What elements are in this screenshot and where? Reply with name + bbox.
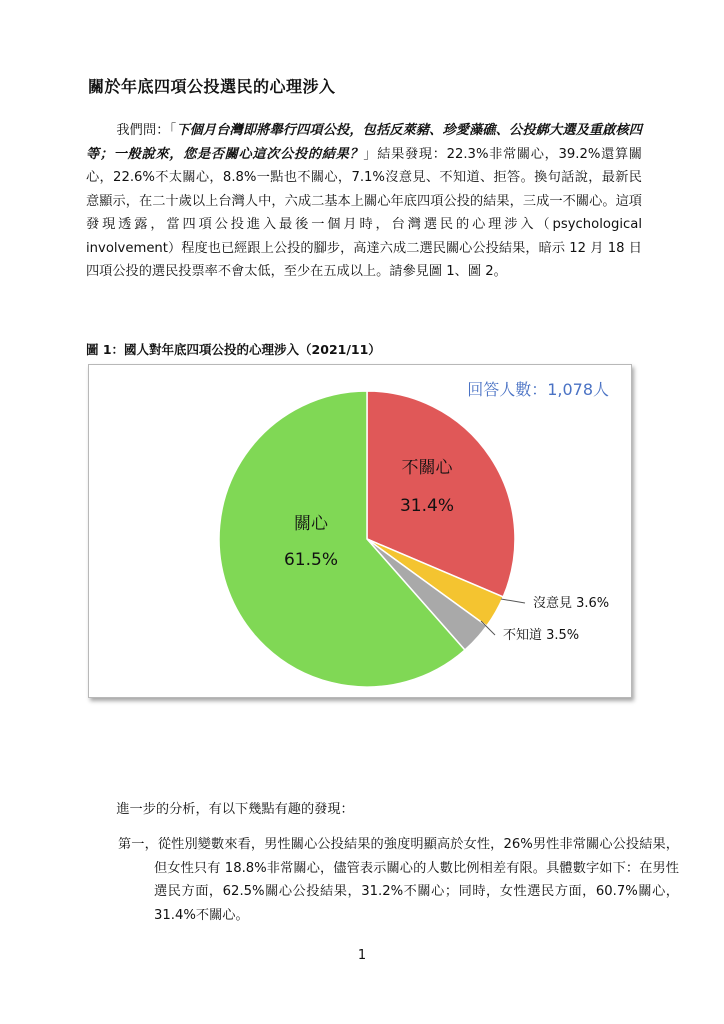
page-number: 1 [357,948,367,963]
slice-value-0: 31.4% [399,496,455,516]
document-title: 關於年底四項公投選民的心理涉入 [88,77,336,96]
slice-label-0: 不關心 [401,458,453,478]
slice-label-3: 關心 [294,514,328,534]
pie-chart [89,365,631,697]
analysis-intro: 進一步的分析，有以下幾點有趣的發現： [116,802,354,817]
survey-question: 下個月台灣即將舉行四項公投，包括反萊豬、珍愛藻礁、公投綁大選及重啟核四等；一般說來，您是否關心這次公投的結果？ [86,123,642,162]
intro-lead: 我們問：「 [116,123,177,138]
respondent-count-label: 回答人數：1,078人 [467,380,609,399]
leader-line-1 [501,599,525,603]
intro-findings: 」結果發現：22.3%非常關心，39.2%還算關心，22.6%不太關心，8.8%一點也不關心，7.1%沒意見、不知道、拒答。換句話說，最新民意顯示，在二十歲以上台灣人中，六成二基本上關心年底四項公投的結果，三成一不關心。這項發現透露，當四項公投進入最後一個月時，台灣選民的心理涉入（psychological involvement）程度也已經跟上公投的腳步，高達六成二選民關心公投結果，暗示 12 月 18 日四項公投的選民投票率不會太低，至少在五成以上。請參見圖 1、圖 2。 [86,146,642,279]
intro-paragraph [86,119,642,284]
slice-label-2: 不知道 3.5% [503,628,580,643]
figure-caption: 圖 1：國人對年底四項公投的心理涉入（2021/11） [86,342,381,357]
pie-chart-figure [88,364,632,698]
finding-one-paragraph: 第一，從性別變數來看，男性關心公投結果的強度明顯高於女性，26%男性非常關心公投結果，但女性只有 18.8%非常關心，儘管表示關心的人數比例相差有限。具體數字如下：在男性選民方面，62.5%關心公投結果，31.2%不關心；同時，女性選民方面，60.7%關心，31.4%不關心。 [118,837,679,923]
slice-value-3: 61.5% [283,550,339,570]
slice-label-1: 沒意見 3.6% [533,596,610,611]
